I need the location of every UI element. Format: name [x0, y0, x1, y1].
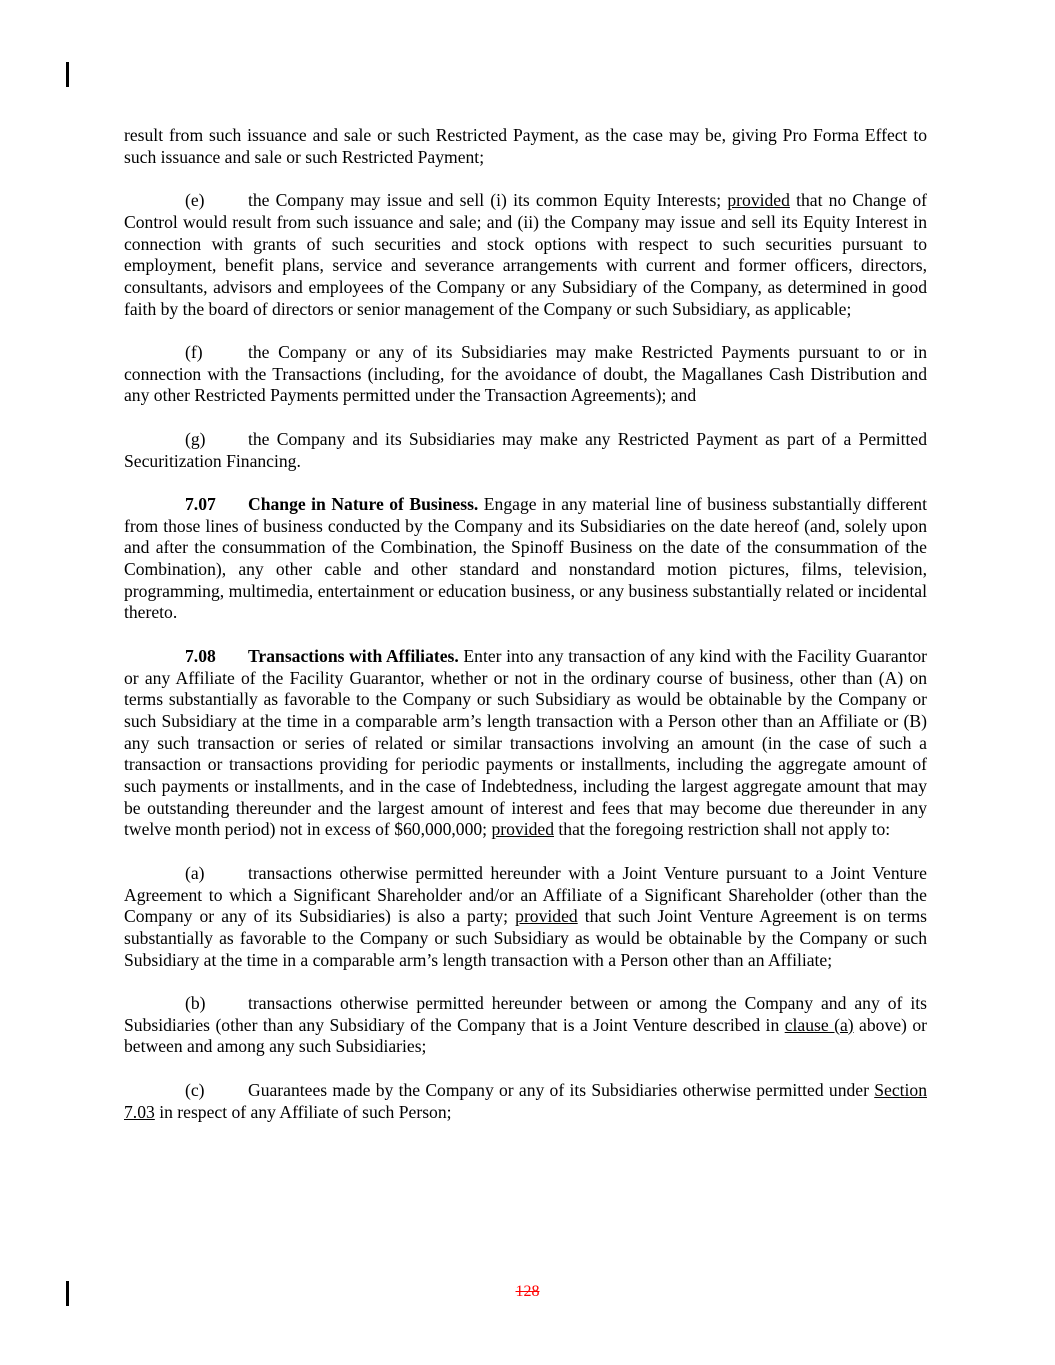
- paragraph-continuation: [124, 125, 927, 168]
- clause-a: [124, 863, 927, 972]
- section-7-08-text-2: that the foregoing restriction shall not apply to:: [554, 819, 891, 840]
- section-7-08-heading: Transactions with Affiliates.: [248, 645, 459, 666]
- clause-c: [124, 1080, 927, 1123]
- change-bar-top: [66, 62, 69, 87]
- clause-e: [124, 190, 927, 320]
- section-7-07-text: Engage in any material line of business substantially different from those lines of business conducted by the Company and its Subsidiaries on the date hereof (and, solely upon and after the consummation of the Combination, the Spinoff Business on the date of the consummation of the Combination), any other cable and other standard and nonstandard motion pictures, films, television, programming, multimedia, entertainment or education business, or any business substantially related or incidental thereto.: [124, 493, 927, 623]
- clause-g-label: (g): [185, 428, 206, 449]
- page-number: 128: [515, 1283, 540, 1300]
- clause-f-text: the Company or any of its Subsidiaries may make Restricted Payments pursuant to or in connection with the Transactions (including, for the avoidance of doubt, the Magallanes Cash Distribution and any other Restricted Payments permitted under the Transaction Agreements); and: [124, 342, 927, 406]
- clause-c-label: (c): [185, 1079, 205, 1100]
- clause-c-text-1: Guarantees made by the Company or any of its Subsidiaries otherwise permitted under: [248, 1079, 875, 1100]
- section-7-08-provided: provided: [491, 819, 554, 840]
- clause-e-label: (e): [185, 190, 205, 211]
- clause-g: [124, 429, 927, 472]
- clause-a-text-2: that such Joint Venture Agreement is on terms substantially as favorable to the Company or such Subsidiary as would be obtainable by the Company or such Subsidiary at the time in a comparable arm’s length transaction with a Person other than an Affiliate;: [124, 906, 928, 970]
- clause-b: [124, 993, 927, 1058]
- clause-g-text: the Company and its Subsidiaries may make any Restricted Payment as part of a Permitted Securitization Financing.: [124, 428, 927, 471]
- section-7-08: [124, 646, 927, 841]
- section-7-07: [124, 494, 927, 624]
- document-body: [124, 125, 927, 1145]
- section-7-08-text-1: Enter into any transaction of any kind with the Facility Guarantor or any Affiliate of the Facility Guarantor, whether or not in the ordinary course of business, other than (A) on terms substantially as favorable to the Company or such Subsidiary as would be obtainable by the Company or such Subsidiary at the time in a comparable arm’s length transaction with a Person other than an Affiliate or (B) any such transaction or series of related or similar transactions involving an amount (in the case of such a transaction or transactions providing for periodic payments or installments, including the aggregate amount of such payments or installments, and in the case of Indebtedness, including the largest aggregate amount that may be outstanding thereunder and the largest amount of interest and fees that may become due thereunder in any twelve month period) not in excess of $60,000,000;: [124, 645, 927, 840]
- clause-e-text-2: that no Change of Control would result from such issuance and sale; and (ii) the Company may issue and sell its Equity Interest in connection with grants of such securities and stock options with respect to such securities pursuant to employment, benefit plans, service and severance arrangements with current and former officers, directors, consultants, advisors and employees of the Company or any Subsidiary of the Company, as determined in good faith by the board of directors or senior management of the Company or such Subsidiary, as applicable;: [124, 190, 928, 319]
- section-7-07-number: 7.07: [185, 493, 216, 514]
- section-7-08-number: 7.08: [185, 645, 216, 666]
- clause-f-label: (f): [185, 342, 203, 362]
- clause-f: [124, 342, 927, 407]
- clause-a-provided: provided: [515, 906, 578, 927]
- clause-b-text-2: above) or between and among any such Subsidiaries;: [124, 1014, 927, 1057]
- clause-b-text-1: transactions otherwise permitted hereunder between or among the Company and any of its Subsidiaries (other than any Subsidiary of the Company that is a Joint Venture described in: [124, 993, 927, 1035]
- clause-a-reference: clause (a): [784, 1014, 854, 1035]
- clause-e-text-1: the Company may issue and sell (i) its common Equity Interests;: [248, 190, 728, 211]
- clause-b-label: (b): [185, 993, 206, 1014]
- clause-a-label: (a): [185, 862, 205, 883]
- clause-e-provided: provided: [727, 190, 790, 211]
- clause-c-text-2: in respect of any Affiliate of such Person;: [154, 1101, 452, 1122]
- section-7-03-reference: Section 7.03: [124, 1079, 927, 1122]
- continuation-text: result from such issuance and sale or such Restricted Payment, as the case may be, giving Pro Forma Effect to such issuance and sale or such Restricted Payment;: [124, 125, 927, 167]
- section-7-07-heading: Change in Nature of Business.: [248, 493, 479, 514]
- clause-a-text-1: transactions otherwise permitted hereunder with a Joint Venture pursuant to a Joint Venture Agreement to which a Significant Shareholder and/or an Affiliate of a Significant Shareholder (other than the Company or any of its Subsidiaries) is also a party;: [124, 862, 927, 927]
